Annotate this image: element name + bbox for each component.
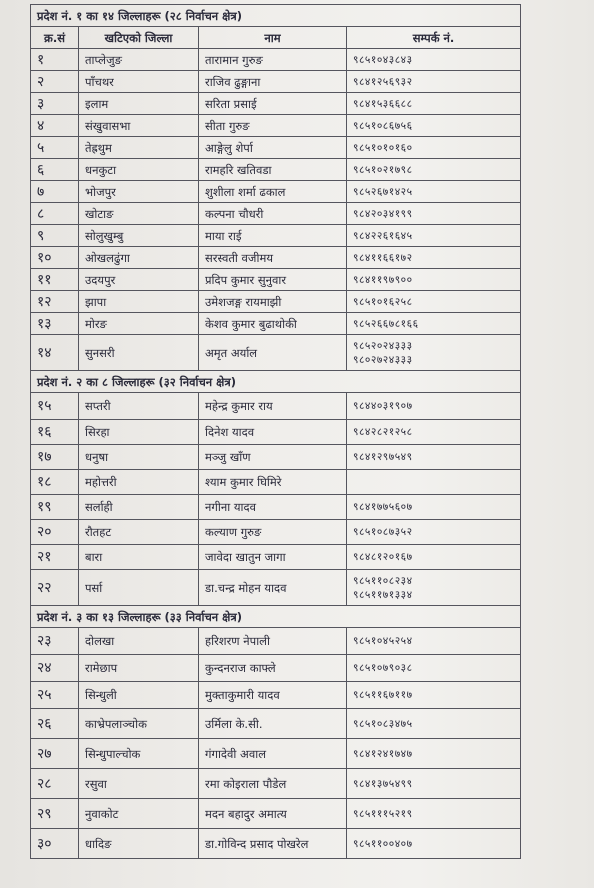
row-phone-2: ९८०२७२४३३३	[353, 353, 413, 366]
row-phone: ९८४१३७५४९९	[347, 769, 521, 799]
header-contact: सम्पर्क नं.	[347, 27, 521, 49]
row-name: डा.गोविन्द प्रसाद पोखरेल	[199, 829, 347, 859]
table-row	[31, 445, 521, 470]
row-district: सप्तरी	[79, 393, 199, 420]
row-name: मञ्जु खाँण	[199, 445, 347, 470]
row-name: मुक्ताकुमारी यादव	[199, 682, 347, 709]
row-phone: ९८५१०७९०३८	[347, 655, 521, 682]
row-sn: ६	[31, 159, 79, 181]
row-phone: ९८४१२९७५४९	[347, 445, 521, 470]
row-sn: ७	[31, 181, 79, 203]
row-sn: ९	[31, 225, 79, 247]
row-district: उदयपुर	[79, 269, 199, 291]
table-row	[31, 420, 521, 445]
row-name: मदन बहादुर अमात्य	[199, 799, 347, 829]
row-phone: ९८५१०८३४७५	[347, 709, 521, 739]
row-district: सोलुखुम्बु	[79, 225, 199, 247]
row-district: ओखलढुंगा	[79, 247, 199, 269]
table-row	[31, 769, 521, 799]
table-row	[31, 115, 521, 137]
row-district: महोत्तरी	[79, 470, 199, 495]
row-district: खोटाङ	[79, 203, 199, 225]
row-phone: ९८४१५३६६८८	[347, 93, 521, 115]
section-3-title-row	[31, 606, 521, 628]
row-phone: ९८५१०८६७५६	[347, 115, 521, 137]
row-district: ताप्लेजुङ	[79, 49, 199, 71]
row-phone: ९८५११६७११७	[347, 682, 521, 709]
row-sn: १	[31, 49, 79, 71]
row-district: काभ्रेपलाञ्चोक	[79, 709, 199, 739]
row-sn: २५	[31, 682, 79, 709]
row-phone: ९८५१०४३८४३	[347, 49, 521, 71]
row-district: पाँचथर	[79, 71, 199, 93]
officer-table	[30, 4, 521, 859]
section-3-title: प्रदेश नं. ३ का १३ जिल्लाहरू (३३ निर्वाचन क्षेत्र)	[31, 606, 347, 628]
row-sn: २१	[31, 545, 79, 570]
row-name: प्रदिप कुमार सुनुवार	[199, 269, 347, 291]
row-district: सिरहा	[79, 420, 199, 445]
row-phone	[347, 570, 521, 606]
row-phone-1: ९८५११०८२३४	[353, 574, 413, 587]
row-district: सुनसरी	[79, 335, 199, 371]
section-1-title-row	[31, 5, 521, 27]
table-row	[31, 137, 521, 159]
table-row	[31, 470, 521, 495]
row-name: उमेशजङ्ग रायमाझी	[199, 291, 347, 313]
row-sn: २	[31, 71, 79, 93]
table-row	[31, 181, 521, 203]
table-row	[31, 709, 521, 739]
row-name: शुशीला शर्मा ढकाल	[199, 181, 347, 203]
row-district: धनकुटा	[79, 159, 199, 181]
row-district: सिन्धुली	[79, 682, 199, 709]
row-name: डा.चन्द्र मोहन यादव	[199, 570, 347, 606]
section-2-title-row	[31, 371, 521, 393]
section-1-title: प्रदेश नं. १ का १४ जिल्लाहरू (२८ निर्वाचन क्षेत्र)	[31, 5, 347, 27]
row-phone: ९८४१२५६९३२	[347, 71, 521, 93]
row-name: रामहरि खतिवडा	[199, 159, 347, 181]
row-name: केशव कुमार बुढाथोकी	[199, 313, 347, 335]
row-phone-1: ९८५२०२४३३३	[353, 339, 413, 352]
row-name: उर्मिला के.सी.	[199, 709, 347, 739]
table-row	[31, 682, 521, 709]
row-phone: ९८५१०४५२५४	[347, 628, 521, 655]
row-sn: ११	[31, 269, 79, 291]
row-sn: ४	[31, 115, 79, 137]
row-sn: १७	[31, 445, 79, 470]
row-sn: २९	[31, 799, 79, 829]
row-district: दोलखा	[79, 628, 199, 655]
row-phone: ९८४११९७९००	[347, 269, 521, 291]
row-district: रौतहट	[79, 520, 199, 545]
row-district: धादिङ	[79, 829, 199, 859]
row-district: संखुवासभा	[79, 115, 199, 137]
row-phone: ९८४२८२१२५८	[347, 420, 521, 445]
row-phone: ९८४२०३४१९९	[347, 203, 521, 225]
row-name: जावेदा खातुन जागा	[199, 545, 347, 570]
row-sn: ३	[31, 93, 79, 115]
table-row	[31, 495, 521, 520]
row-district: भोजपुर	[79, 181, 199, 203]
row-district: पर्सा	[79, 570, 199, 606]
row-name: आङ्गेलु शेर्पा	[199, 137, 347, 159]
row-sn: १९	[31, 495, 79, 520]
row-name: दिनेश यादव	[199, 420, 347, 445]
row-name: हरिशरण नेपाली	[199, 628, 347, 655]
table-row	[31, 739, 521, 769]
table-row	[31, 829, 521, 859]
table-row	[31, 393, 521, 420]
row-district: धनुषा	[79, 445, 199, 470]
row-name: कुन्दनराज काफ्ले	[199, 655, 347, 682]
header-district: खटिएको जिल्ला	[79, 27, 199, 49]
row-name: महेन्द्र कुमार राय	[199, 393, 347, 420]
row-district: रसुवा	[79, 769, 199, 799]
row-district: झापा	[79, 291, 199, 313]
table-row	[31, 313, 521, 335]
row-sn: २४	[31, 655, 79, 682]
row-name: कल्याण गुरुङ	[199, 520, 347, 545]
table-row	[31, 799, 521, 829]
row-phone: ९८५२६६७८१६६	[347, 313, 521, 335]
table-row	[31, 93, 521, 115]
row-district: सर्लाही	[79, 495, 199, 520]
table-row	[31, 291, 521, 313]
table-row	[31, 335, 521, 371]
section-2-title: प्रदेश नं. २ का ८ जिल्लाहरू (३२ निर्वाचन क्षेत्र)	[31, 371, 347, 393]
row-name: सीता गुरुङ	[199, 115, 347, 137]
table-row	[31, 225, 521, 247]
table-row	[31, 269, 521, 291]
row-district: सिन्धुपाल्चोक	[79, 739, 199, 769]
row-phone: ९८४२२६१६४५	[347, 225, 521, 247]
row-sn: १३	[31, 313, 79, 335]
table-row	[31, 159, 521, 181]
table-row	[31, 570, 521, 606]
row-sn: १०	[31, 247, 79, 269]
row-sn: ८	[31, 203, 79, 225]
row-district: मोरङ	[79, 313, 199, 335]
row-sn: २८	[31, 769, 79, 799]
row-phone-2: ९८५११७१३३४	[353, 588, 413, 601]
row-sn: २०	[31, 520, 79, 545]
row-sn: २२	[31, 570, 79, 606]
row-sn: २७	[31, 739, 79, 769]
row-name: अमृत अर्याल	[199, 335, 347, 371]
row-phone: ९८५१०८७३५२	[347, 520, 521, 545]
row-name: श्याम कुमार घिमिरे	[199, 470, 347, 495]
row-sn: १८	[31, 470, 79, 495]
row-name: कल्पना चौधरी	[199, 203, 347, 225]
row-district: नुवाकोट	[79, 799, 199, 829]
table-row	[31, 628, 521, 655]
table-row	[31, 49, 521, 71]
row-sn: १४	[31, 335, 79, 371]
row-name: माया राई	[199, 225, 347, 247]
table-row	[31, 71, 521, 93]
row-phone: ९८५१०१६२५८	[347, 291, 521, 313]
row-phone: ९८५१०२१७९८	[347, 159, 521, 181]
table-header-row	[31, 27, 521, 49]
row-district: तेह्रथुम	[79, 137, 199, 159]
row-phone	[347, 470, 521, 495]
row-name: सरस्वती वजीमय	[199, 247, 347, 269]
row-name: गंगादेवी अवाल	[199, 739, 347, 769]
row-phone: ९८४४०३१९०७	[347, 393, 521, 420]
table-row	[31, 203, 521, 225]
row-phone: ९८४८१२०१६७	[347, 545, 521, 570]
header-name: नाम	[199, 27, 347, 49]
row-name: राजिव ढुङ्गाना	[199, 71, 347, 93]
row-name: सरिता प्रसाई	[199, 93, 347, 115]
row-phone: ९८४११६६१७२	[347, 247, 521, 269]
table-row	[31, 545, 521, 570]
row-name: नगीना यादव	[199, 495, 347, 520]
row-sn: २३	[31, 628, 79, 655]
row-district: रामेछाप	[79, 655, 199, 682]
row-district: बारा	[79, 545, 199, 570]
row-phone: ९८५२६७१४२५	[347, 181, 521, 203]
table-row	[31, 247, 521, 269]
row-phone: ९८५११००४०७	[347, 829, 521, 859]
row-sn: २६	[31, 709, 79, 739]
row-phone: ९८५१०१०१६०	[347, 137, 521, 159]
row-phone: ९८४१२४१७४७	[347, 739, 521, 769]
row-sn: १५	[31, 393, 79, 420]
row-sn: ५	[31, 137, 79, 159]
table-row	[31, 520, 521, 545]
row-name: रमा कोइराला पौडेल	[199, 769, 347, 799]
table-row	[31, 655, 521, 682]
row-name: तारामान गुरुङ	[199, 49, 347, 71]
row-sn: ३०	[31, 829, 79, 859]
row-phone: ९८४१७७५६०७	[347, 495, 521, 520]
row-phone: ९८५१११५२१९	[347, 799, 521, 829]
row-sn: १६	[31, 420, 79, 445]
row-sn: १२	[31, 291, 79, 313]
header-sn: क्र.सं	[31, 27, 79, 49]
row-district: इलाम	[79, 93, 199, 115]
row-phone	[347, 335, 521, 371]
